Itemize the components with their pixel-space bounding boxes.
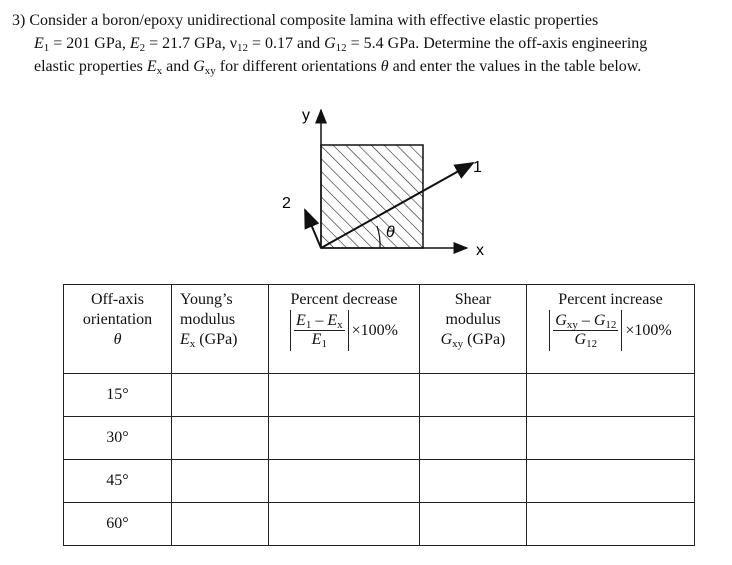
percent-increase-input[interactable] xyxy=(527,460,695,503)
axis-2 xyxy=(305,210,321,248)
var-e2: E xyxy=(129,35,140,52)
percent-decrease-input[interactable] xyxy=(269,503,420,546)
abs-fraction xyxy=(549,310,622,351)
text: elastic properties xyxy=(34,58,147,75)
shear-modulus-input[interactable] xyxy=(420,460,527,503)
minus: – xyxy=(577,312,594,329)
denominator xyxy=(573,331,600,349)
percent-increase-input[interactable] xyxy=(527,417,695,460)
header-line: Young’s xyxy=(180,291,233,308)
orientation-cell: 15° xyxy=(64,374,172,417)
youngs-modulus-input[interactable] xyxy=(172,417,269,460)
table-row xyxy=(64,503,695,546)
sub: x xyxy=(189,338,196,350)
var: E xyxy=(327,312,338,329)
text: = 21.7 GPa, ν xyxy=(145,35,237,52)
sub: 12 xyxy=(236,42,248,54)
sub: 12 xyxy=(335,42,347,54)
sub: xy xyxy=(204,65,216,77)
header-youngs-modulus xyxy=(172,285,269,374)
header-percent-decrease xyxy=(269,285,420,374)
angle-label: θ xyxy=(386,224,395,241)
sub: 1 xyxy=(305,319,312,331)
orientation-cell: 45° xyxy=(64,460,172,503)
var: G xyxy=(555,312,567,329)
percent-increase-input[interactable] xyxy=(527,503,695,546)
times-100: ×100% xyxy=(351,321,398,339)
sub: 12 xyxy=(605,319,617,331)
header-line: Percent decrease xyxy=(290,291,398,308)
header-line: modulus xyxy=(180,311,236,328)
var-e: E xyxy=(180,331,190,348)
var-g: G xyxy=(440,331,453,348)
table-header-row xyxy=(64,285,695,374)
var-theta: θ xyxy=(380,58,389,75)
sub: 1 xyxy=(321,338,327,350)
minus: – xyxy=(311,312,328,329)
youngs-modulus-input[interactable] xyxy=(172,503,269,546)
header-line: Percent increase xyxy=(558,291,663,308)
y-label: y xyxy=(302,107,310,124)
header-line: Shear xyxy=(454,291,492,308)
properties-table xyxy=(63,284,695,546)
var: G xyxy=(574,331,587,348)
header-percent-increase xyxy=(527,285,695,374)
header-shear-modulus xyxy=(420,285,527,374)
text: = 201 GPa, xyxy=(49,35,130,52)
orientation-cell: 60° xyxy=(64,503,172,546)
text: for different orientations xyxy=(215,58,381,75)
text: = 5.4 GPa. Determine the off-axis engineering xyxy=(346,35,648,52)
table-row xyxy=(64,460,695,503)
var-e1: E xyxy=(34,35,44,52)
denominator xyxy=(310,331,329,349)
header-orientation xyxy=(64,285,172,374)
sub: 1 xyxy=(43,42,50,54)
problem-statement xyxy=(12,9,724,78)
youngs-modulus-input[interactable] xyxy=(172,460,269,503)
times-100: ×100% xyxy=(625,321,672,339)
youngs-modulus-input[interactable] xyxy=(172,374,269,417)
abs-fraction xyxy=(290,310,349,351)
table-row xyxy=(64,374,695,417)
text: and xyxy=(162,58,194,75)
theta-symbol: θ xyxy=(113,331,122,348)
var-g12: G xyxy=(324,35,336,52)
percent-decrease-input[interactable] xyxy=(269,460,420,503)
problem-line-3 xyxy=(12,55,724,78)
shear-modulus-input[interactable] xyxy=(420,417,527,460)
table-row xyxy=(64,417,695,460)
sub: x xyxy=(156,65,163,77)
axis-2-label: 2 xyxy=(282,195,291,212)
header-line: orientation xyxy=(82,311,153,328)
x-label: x xyxy=(476,242,484,259)
percent-increase-input[interactable] xyxy=(527,374,695,417)
lamina-diagram xyxy=(262,100,502,260)
header-line: modulus xyxy=(445,311,501,328)
numerator xyxy=(553,312,618,331)
shear-modulus-input[interactable] xyxy=(420,503,527,546)
units: (GPa) xyxy=(463,331,506,348)
sub: 12 xyxy=(586,338,598,350)
units: (GPa) xyxy=(195,331,238,348)
text: = 0.17 and xyxy=(247,35,325,52)
sub: x xyxy=(337,319,343,331)
numerator xyxy=(294,312,345,331)
var-ex: E xyxy=(146,58,157,75)
orientation-cell: 30° xyxy=(64,417,172,460)
increase-formula xyxy=(549,310,671,351)
header-line: Off-axis xyxy=(90,291,145,308)
axis-1-label: 1 xyxy=(473,159,482,176)
var: E xyxy=(296,312,306,329)
sub: xy xyxy=(452,338,464,350)
sub: 2 xyxy=(139,42,146,54)
problem-line-1: 3) Consider a boron/epoxy unidirectional composite lamina with effective elastic properties xyxy=(12,12,599,29)
var-gxy: G xyxy=(193,58,205,75)
decrease-formula xyxy=(290,310,398,351)
var: E xyxy=(311,331,322,348)
sub: xy xyxy=(566,319,578,331)
lamina-square xyxy=(321,145,423,248)
problem-line-2 xyxy=(12,32,724,55)
percent-decrease-input[interactable] xyxy=(269,374,420,417)
percent-decrease-input[interactable] xyxy=(269,417,420,460)
shear-modulus-input[interactable] xyxy=(420,374,527,417)
var: G xyxy=(593,312,606,329)
text: and enter the values in the table below. xyxy=(388,58,642,75)
